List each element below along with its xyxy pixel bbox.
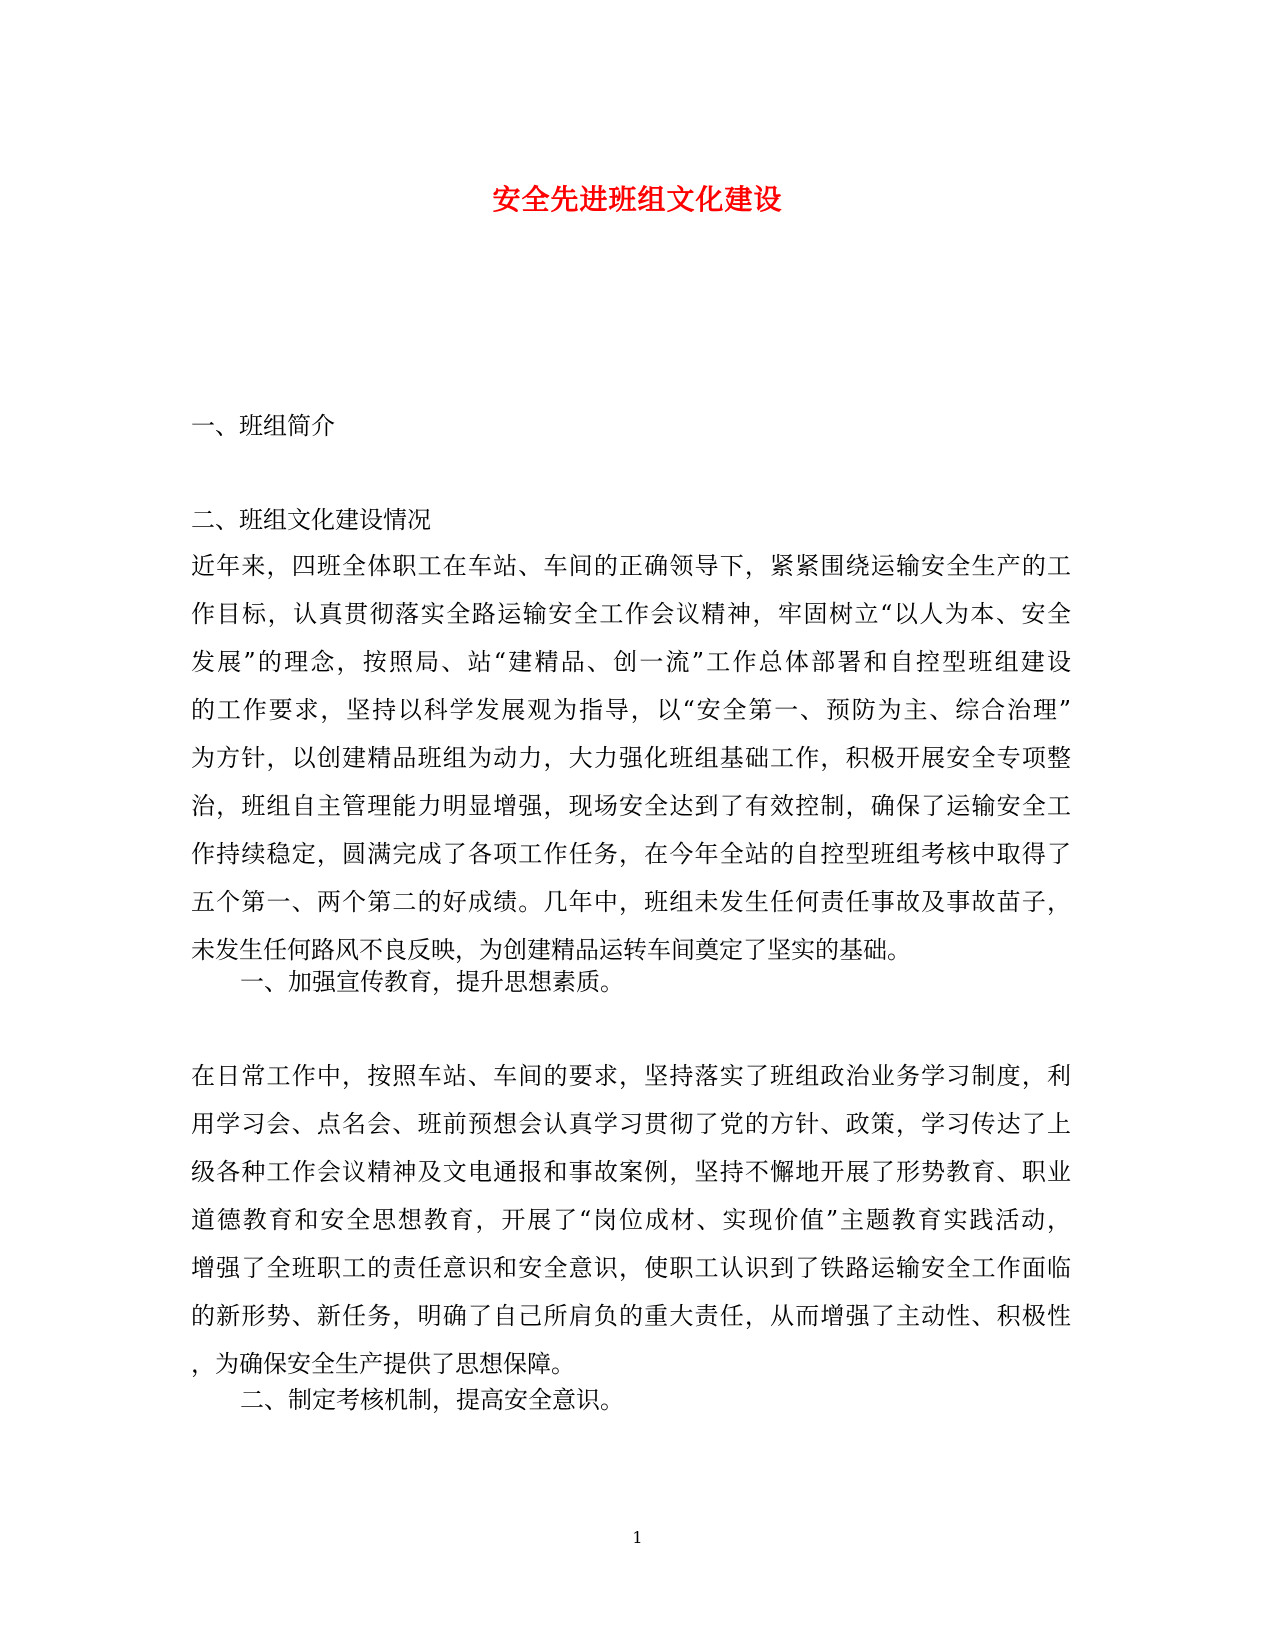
- paragraph-line: 级各种工作会议精神及文电通报和事故案例，坚持不懈地开展了形势教育、职业: [191, 1158, 1071, 1186]
- paragraph-line: 治，班组自主管理能力明显增强，现场安全达到了有效控制，确保了运输安全工: [191, 792, 1071, 820]
- page-number: 1: [632, 1528, 643, 1547]
- paragraph-line: 在日常工作中，按照车站、车间的要求，坚持落实了班组政治业务学习制度，利: [191, 1062, 1071, 1090]
- paragraph-line: 作持续稳定，圆满完成了各项工作任务，在今年全站的自控型班组考核中取得了: [191, 840, 1071, 868]
- paragraph-line: 道德教育和安全思想教育，开展了“岗位成材、实现价值”主题教育实践活动，: [191, 1206, 1071, 1234]
- paragraph-line: 作目标，认真贯彻落实全路运输安全工作会议精神，牢固树立“以人为本、安全: [191, 600, 1071, 628]
- paragraph-line: 发展”的理念，按照局、站“建精品、创一流”工作总体部署和自控型班组建设: [191, 648, 1071, 676]
- paragraph-line: 近年来，四班全体职工在车站、车间的正确领导下，紧紧围绕运输安全生产的工: [191, 552, 1071, 580]
- paragraph-line: 为方针，以创建精品班组为动力，大力强化班组基础工作，积极开展安全专项整: [191, 744, 1071, 772]
- paragraph-line: 用学习会、点名会、班前预想会认真学习贯彻了党的方针、政策，学习传达了上: [191, 1110, 1071, 1138]
- paragraph-line: 未发生任何路风不良反映，为创建精品运转车间奠定了坚实的基础。: [191, 936, 911, 964]
- paragraph-education: [191, 1052, 1071, 1388]
- paragraph-line: 增强了全班职工的责任意识和安全意识，使职工认识到了铁路运输安全工作面临: [191, 1254, 1071, 1282]
- paragraph-line: 的工作要求，坚持以科学发展观为指导，以“安全第一、预防为主、综合治理”: [191, 696, 1071, 724]
- document-title: 安全先进班组文化建设: [492, 183, 783, 216]
- paragraph-line: 的新形势、新任务，明确了自己所肩负的重大责任，从而增强了主动性、积极性: [191, 1302, 1071, 1330]
- section-heading-culture-building: 二、班组文化建设情况: [191, 506, 431, 534]
- paragraph-line: ，为确保安全生产提供了思想保障。: [191, 1350, 575, 1378]
- subheading-assessment-mechanism: 二、制定考核机制，提高安全意识。: [240, 1386, 624, 1414]
- paragraph-line: 五个第一、两个第二的好成绩。几年中，班组未发生任何责任事故及事故苗子，: [191, 888, 1071, 916]
- subheading-propaganda-education: 一、加强宣传教育，提升思想素质。: [240, 968, 624, 996]
- paragraph-overview: [191, 542, 1071, 974]
- section-heading-team-intro: 一、班组简介: [191, 412, 335, 440]
